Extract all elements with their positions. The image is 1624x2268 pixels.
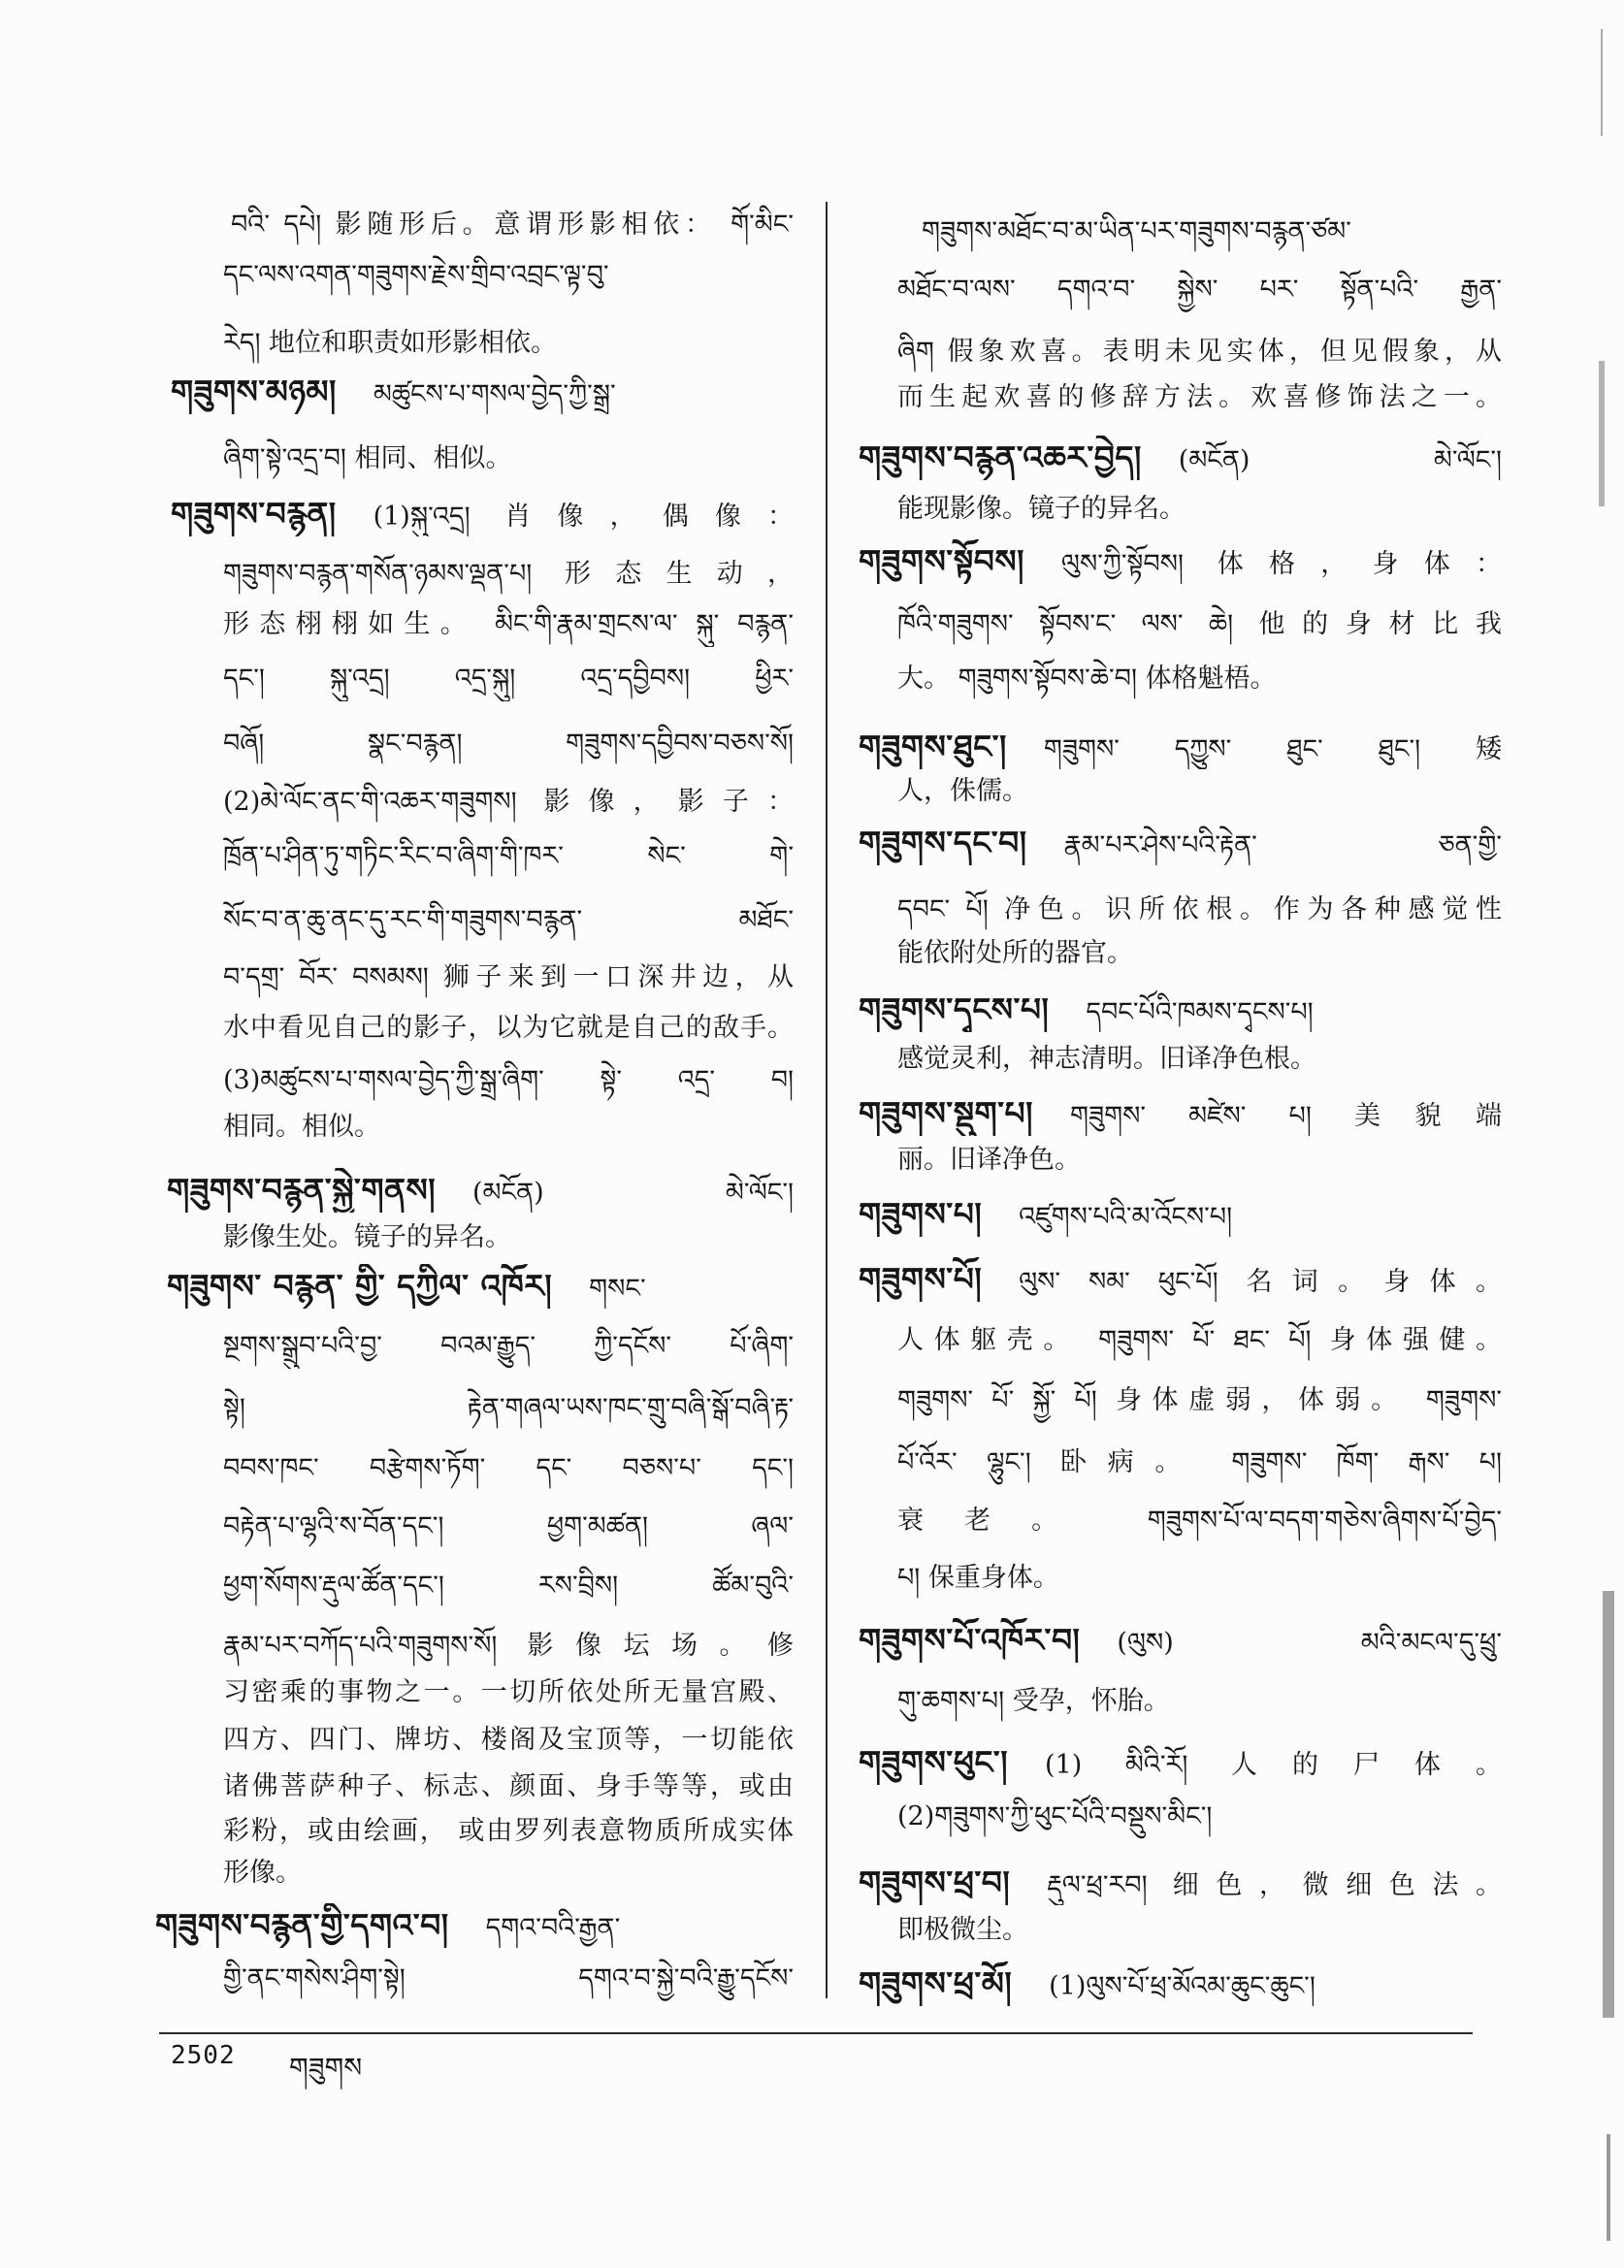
line-text: ཞིག 假象欢喜。表明未见实体，但见假象，从: [897, 337, 1502, 367]
line-text: (2)གཟུགས་ཀྱི་ཕུང་པོའི་བསྡུས་མིང་།: [897, 1801, 1213, 1831]
entry-line: [223, 321, 794, 366]
entry-line: [897, 268, 1502, 312]
running-head: གཟུགས: [289, 2052, 363, 2084]
line-text: ལུས་ཀྱི་སྟོབས། 体格，身体：: [1060, 549, 1502, 579]
entry-line: [897, 1318, 1502, 1363]
line-text: པོ་འོར་ ལྷུང་། 卧病。 གཟུགས་ ཁོག་ རྒས་ པ།: [897, 1447, 1502, 1477]
entry-line: [223, 956, 794, 1000]
line-text: ཕྱག་སོགས་རྡུལ་ཚོན་དང་། རས་བྲིས། ཚོམ་བུའི་: [223, 1571, 794, 1601]
entry-line: [223, 1564, 794, 1608]
entry-line: [223, 1624, 794, 1669]
entry-line: [897, 375, 1502, 420]
line-text: 大。 གཟུགས་སྟོབས་ཆེ་བ། 体格魁梧。: [897, 664, 1277, 694]
line-text: ཞིག་སྟེ་འདྲ་བ། 相同、相似。: [223, 443, 512, 473]
line-text: (1) མིའི་རོ། 人的尸体。: [1045, 1750, 1502, 1780]
entry-line: [897, 1138, 1502, 1183]
entry-line: [223, 253, 794, 298]
line-text: སོང་བ་ན་ཆུ་ནང་དུ་རང་གི་གཟུགས་བརྙན་ མཐོང་: [223, 905, 794, 935]
entry-line: [223, 1957, 794, 2001]
entry-line: [859, 1192, 1502, 1237]
line-text: 而生起欢喜的修辞方法。欢喜修饰法之一。: [897, 382, 1502, 412]
line-text: བརྟེན་པ་ལྷའི་ས་བོན་དང་། ཕྱག་མཚན། ཞལ་: [223, 1511, 794, 1541]
headword: གཟུགས་བརྙན།: [171, 495, 337, 533]
line-text: ལུས་ སམ་ ཕུང་པོ། 名词。身体。: [1019, 1267, 1502, 1297]
entry-line: [859, 988, 1502, 1032]
entry-line: [859, 1091, 1502, 1136]
entry-line: [223, 437, 794, 481]
line-text: (1)སྐུ་འདྲ། 肖像，偶像：: [373, 502, 794, 532]
entry-line: [223, 1386, 794, 1431]
entry-line: [167, 1168, 794, 1213]
line-text: དབང་ པོ། 净色。识所依根。作为各种感觉性: [897, 894, 1502, 924]
line-text: 形态栩栩如生。 མིང་གི་རྣམ་གྲངས་ལ་ སྐུ་ བརྙན་: [223, 609, 794, 639]
footer-rule: [159, 2032, 1473, 2034]
entry-line: [171, 492, 794, 536]
entry-line: [223, 1718, 794, 1763]
entry-line: [859, 1740, 1502, 1785]
line-text: ཁྲོན་པ་ཤིན་ཏུ་གཏིང་རིང་བ་ཞིག་གི་ཁར་ སེང་ གེ་: [223, 841, 794, 871]
entry-line: [223, 1058, 794, 1103]
line-text: མཐོང་བ་ལས་ དགའ་བ་ སྐྱེས་ པར་ སྟོན་པའི་ རྒྱན་: [897, 275, 1502, 305]
scan-mark: [1601, 29, 1603, 136]
entry-line: [223, 780, 794, 825]
line-text: ཁོའི་གཟུགས་ སྟོབས་ང་ ལས་ ཆེ། 他的身材比我: [897, 609, 1502, 639]
entry-line: [897, 1499, 1502, 1543]
headword: གཟུགས་དྭངས་པ།: [859, 990, 1050, 1028]
line-text: (མངོན) མེ་ལོང་།: [1178, 445, 1502, 475]
entry-line: [223, 1505, 794, 1549]
line-text: འཛུགས་པའི་མ་འོངས་པ།: [1019, 1202, 1233, 1232]
line-text: བ་དགྲ་ བོར་ བསམས། 狮子来到一口深井边，从: [223, 962, 794, 992]
entry-line: [223, 898, 794, 943]
entry-line: [223, 1851, 794, 1895]
headword: གཟུགས་མཉམ།: [171, 373, 337, 410]
line-text: རྣམ་པར་ཤེས་པའི་རྟེན་ ཅན་གྱི་: [1063, 830, 1502, 860]
scan-mark: [1599, 361, 1605, 506]
headword: གཟུགས་པོ་འཁོར་བ།: [859, 1621, 1081, 1659]
line-text: 能依附处所的器官。: [897, 938, 1133, 968]
line-text: མཚུངས་པ་གསལ་བྱེད་ཀྱི་སྒྲ་: [373, 379, 616, 409]
line-text: 感觉灵利，神志清明。旧译净色根。: [897, 1044, 1316, 1074]
line-text: དབང་པོའི་ཁམས་དྭངས་པ།: [1086, 997, 1314, 1027]
entry-line: [897, 1556, 1502, 1601]
headword: གཟུགས་པ།: [859, 1195, 983, 1233]
line-text: གྱི་ནང་གསེས་ཤིག་སྟེ། དགའ་བ་སྐྱེ་བའི་རྒྱུ་དངོས་: [223, 1963, 794, 1993]
line-text: པ། 保重身体。: [897, 1563, 1059, 1593]
entry-line: [897, 1441, 1502, 1485]
line-text: 四方、四门、牌坊、楼阁及宝顶等，一切能依: [223, 1725, 794, 1755]
line-text: གཟུགས་མཐོང་བ་མ་ཡིན་པར་གཟུགས་བརྙན་ཙམ་: [922, 216, 1351, 246]
headword: གཟུགས་སྟོབས།: [859, 542, 1024, 580]
entry-line: [859, 1861, 1502, 1905]
scan-mark: [1607, 2134, 1610, 2241]
entry-line: [223, 1006, 794, 1051]
line-text: 习密乘的事物之一。一切所依处所无量宫殿、: [223, 1677, 794, 1707]
entry-line: [897, 657, 1502, 701]
entry-line: [859, 821, 1502, 865]
entry-line: [897, 1037, 1502, 1082]
line-text: 彩粉，或由绘画， 或由罗列表意物质所成实体: [223, 1816, 794, 1846]
line-text: སྔགས་སྒྲུབ་པའི་བྱ་ བའམ་རྒྱུད་ ཀྱི་དངོས་ པོ་ཞིག་: [223, 1331, 794, 1361]
entry-line: [223, 1809, 794, 1854]
entry-line: [231, 203, 794, 247]
line-text: གུ་ཆགས་པ། 受孕，怀胎。: [897, 1686, 1170, 1716]
line-text: 衰老。 གཟུགས་པོ་ལ་བདག་གཅེས་ཞིགས་པོ་བྱེད་: [897, 1506, 1502, 1536]
line-text: 影像生处。镜子的异名。: [223, 1222, 511, 1252]
entry-line: [223, 602, 794, 647]
entry-line: [223, 552, 794, 597]
line-text: དང་ལས་འགན་གཟུགས་རྗེས་གྲིབ་འབྲང་ལྟ་བུ་: [223, 260, 609, 290]
entry-line: [859, 725, 1502, 769]
headword: གཟུགས་ བརྙན་ གྱི་ དཀྱིལ་ འཁོར།: [167, 1267, 553, 1305]
line-text: དགའ་བའི་རྒྱན་: [485, 1913, 621, 1943]
entry-line: [859, 1961, 1502, 2006]
line-text: 能现影像。镜子的异名。: [897, 494, 1186, 524]
entry-line: [167, 1264, 794, 1309]
entry-line: [155, 1903, 794, 1948]
headword: གཟུགས་པོ།: [859, 1260, 983, 1298]
line-text: (མངོན) མེ་ལོང་།: [472, 1178, 794, 1208]
line-text: རེད། 地位和职责如形影相依。: [223, 328, 558, 358]
line-text: 水中看见自己的影子，以为它就是自己的敌手。: [223, 1013, 794, 1043]
entry-line: [897, 1679, 1502, 1724]
entry-line: [897, 602, 1502, 647]
entry-line: [859, 1618, 1502, 1663]
headword: གཟུགས་ཐུང་།: [859, 728, 1007, 765]
entry-line: [897, 931, 1502, 976]
entry-line: [223, 1446, 794, 1491]
entry-line: [223, 1670, 794, 1715]
line-text: 形像。: [223, 1858, 302, 1888]
line-text: རྡུལ་ཕྲ་རབ། 细色，微细色法。: [1047, 1870, 1502, 1900]
entry-line: [897, 330, 1502, 374]
line-text: གཟུགས་ དཀྱུས་ ཐུང་ ཐུང་། 矮: [1043, 734, 1502, 764]
line-text: གཟུགས་བརྙན་གསོན་ཉམས་ལྡན་པ། 形态生动，: [223, 559, 794, 589]
headword: གཟུགས་ཕྲ་མོ།: [859, 1964, 1013, 2002]
line-text: 人，侏儒。: [897, 776, 1028, 806]
line-text: (ལུས) མའི་མངལ་དུ་ཕྲུ་: [1117, 1628, 1502, 1658]
entry-line: [897, 1378, 1502, 1423]
line-text: རྣམ་པར་བཀོད་པའི་གཟུགས་སོ། 影像坛场。修: [223, 1631, 794, 1661]
line-text: སྟེ། རྟེན་གཞལ་ཡས་ཁང་གྲུ་བཞི་སྒོ་བཞི་རྟ་: [223, 1393, 794, 1423]
entry-line: [859, 436, 1502, 480]
entry-line: [897, 487, 1502, 532]
line-text: 即极微尘。: [897, 1915, 1028, 1945]
entry-line: [897, 1795, 1502, 1839]
entry-line: [223, 834, 794, 879]
line-text: བའི་ དཔེ། 影随形后。意谓形影相依： གོ་མིང་: [231, 210, 794, 240]
scan-mark: [1603, 1591, 1614, 2018]
headword: གཟུགས་བརྙན་གྱི་དགའ་བ།: [155, 1906, 449, 1944]
entry-line: [223, 1324, 794, 1369]
headword: གཟུགས་དང་བ།: [859, 824, 1027, 861]
line-text: 相同。相似。: [223, 1112, 380, 1142]
headword: གཟུགས་བརྙན་སྐྱེ་གནས།: [167, 1171, 436, 1209]
headword: གཟུགས་ཕྲ་བ།: [859, 1863, 1011, 1901]
entry-line: [223, 1215, 794, 1260]
headword: གཟུགས་ཕུང་།: [859, 1743, 1009, 1781]
entry-line: [223, 657, 794, 701]
entry-line: [922, 210, 1502, 254]
entry-line: [223, 1105, 794, 1150]
entry-line: [897, 769, 1502, 814]
column-divider: [826, 202, 828, 1998]
headword: གཟུགས་སྡུག་པ།: [859, 1094, 1033, 1132]
line-text: བཞོ། སྣང་བརྙན། གཟུགས་དབྱིབས་བཅས་སོ།: [223, 729, 794, 759]
entry-line: [897, 1908, 1502, 1953]
line-text: 人体躯壳。 གཟུགས་ པོ་ ཐང་ པོ། 身体强健。: [897, 1325, 1502, 1355]
line-text: (3)མཚུངས་པ་གསལ་བྱེད་ཀྱི་སྒྲ་ཞིག་ སྟེ་ འདྲ་ བ།: [223, 1065, 794, 1095]
line-text: གསང་: [589, 1274, 646, 1304]
line-text: 丽。旧译净色。: [897, 1145, 1081, 1175]
line-text: གཟུགས་ པོ་ སྐྱོ་ པོ། 身体虚弱，体弱。 གཟུགས་: [897, 1385, 1502, 1415]
line-text: གཟུགས་ མཛེས་ པ། 美貌端: [1069, 1101, 1502, 1131]
line-text: བབས་ཁང་ བརྩེགས་ཏོག་ དང་ བཅས་པ་ དང་།: [223, 1453, 794, 1483]
headword: གཟུགས་བརྙན་འཆར་བྱེད།: [859, 438, 1142, 476]
page-number: 2502: [171, 2041, 236, 2070]
entry-line: [171, 370, 794, 414]
entry-line: [223, 1765, 794, 1809]
entry-line: [859, 1257, 1502, 1302]
entry-line: [897, 888, 1502, 932]
line-text: (1)ལུས་པོ་ཕྲ་མོའམ་ཆུང་ཆུང་།: [1049, 1971, 1315, 2001]
line-text: དང་། སྐུ་འདྲ། འདྲ་སྐུ། འདྲ་དབྱིབས། ཕྱིར་: [223, 664, 794, 694]
entry-line: [223, 722, 794, 766]
entry-line: [859, 539, 1502, 584]
line-text: 诸佛菩萨种子、标志、颜面、身手等等，或由: [223, 1771, 794, 1801]
line-text: (2)མེ་ལོང་ནང་གི་འཆར་གཟུགས། 影像，影子：: [223, 787, 794, 817]
